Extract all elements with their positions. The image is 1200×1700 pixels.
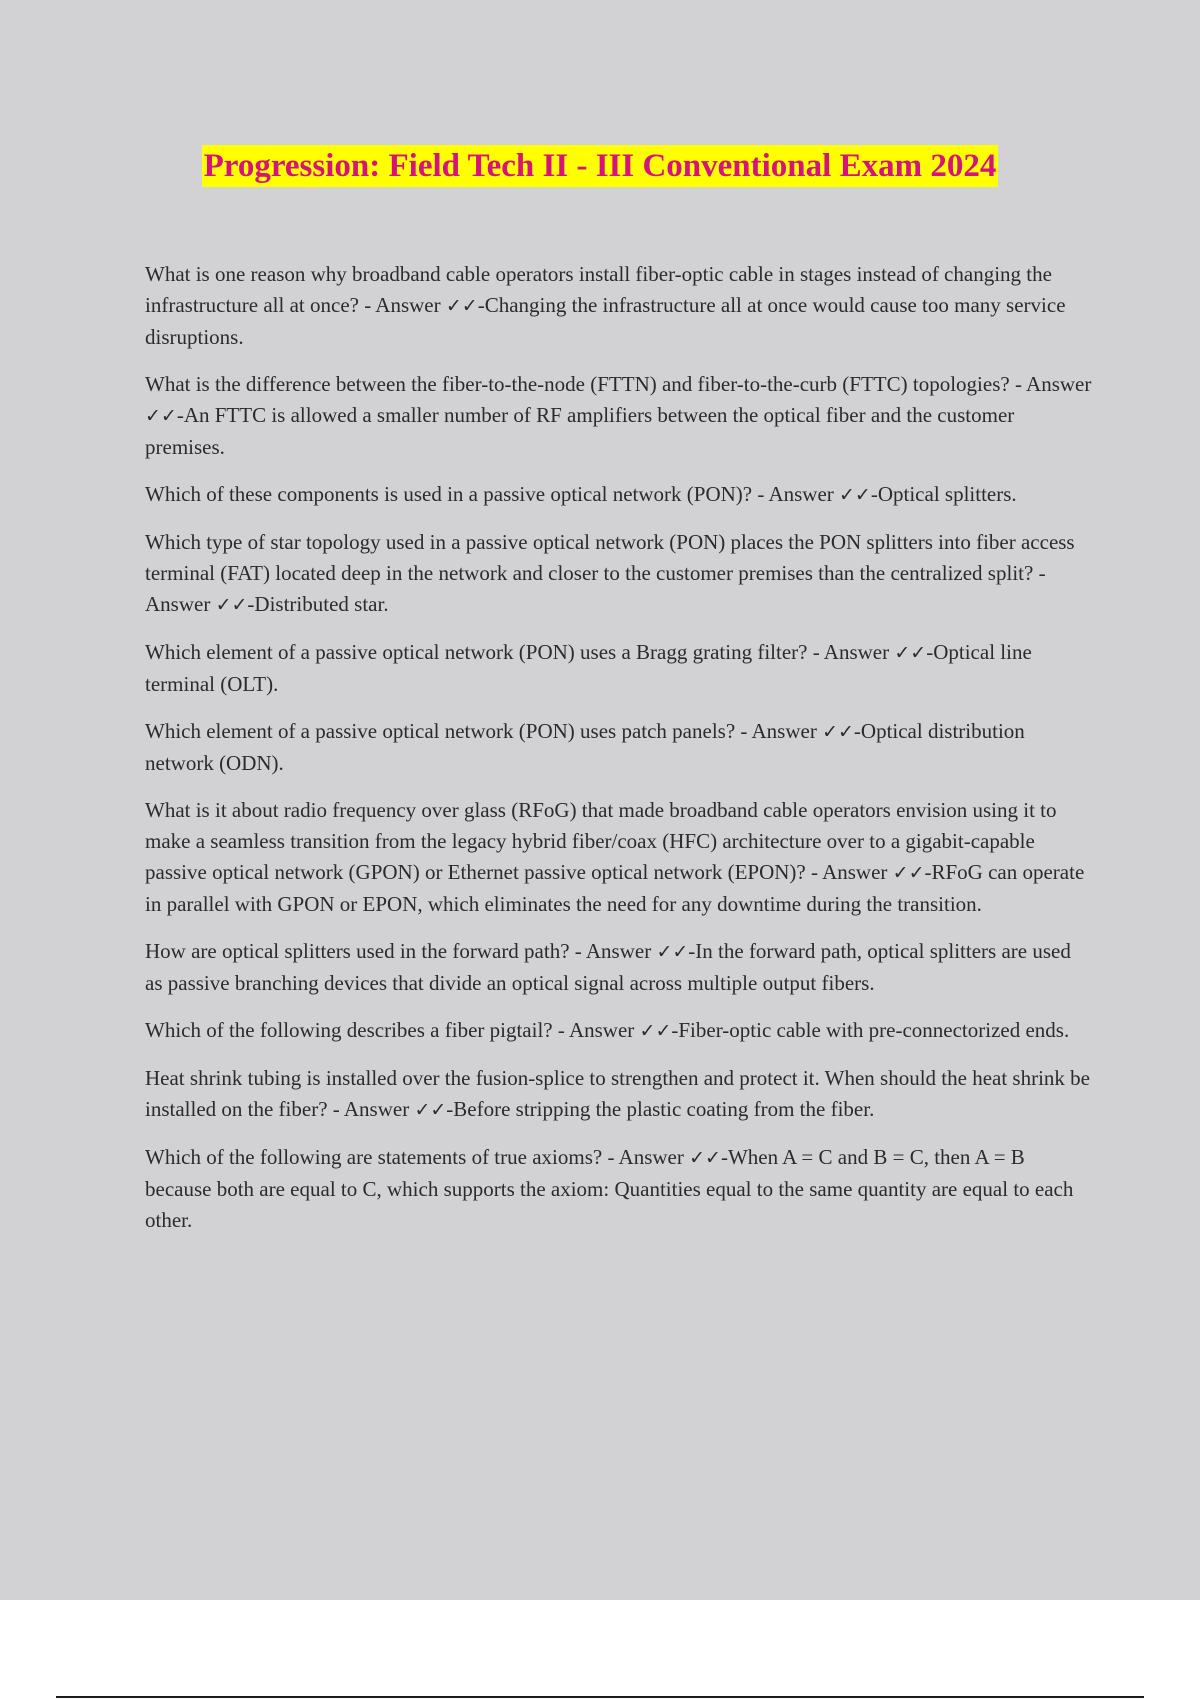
double-check-icon: ✓✓: [414, 1099, 447, 1121]
answer-separator: - Answer: [805, 860, 893, 884]
question-text: Which of the following are statements of true axioms?: [145, 1145, 603, 1169]
qa-item: [145, 936, 1093, 999]
qa-list: [145, 259, 1093, 1252]
answer-separator: - Answer: [569, 939, 657, 963]
double-check-icon: ✓✓: [445, 295, 478, 317]
qa-item: [145, 795, 1093, 920]
answer-text: -In the forward path, optical splitters are used as passive branching devices that divide an optical signal across multiple output fibers.: [145, 939, 1071, 995]
double-check-icon: ✓✓: [822, 721, 854, 743]
double-check-icon: ✓✓: [656, 941, 689, 963]
footer-divider: [56, 1696, 1144, 1698]
question-text: Which of these components is used in a passive optical network (PON)?: [145, 482, 753, 506]
answer-text: -RFoG can operate in parallel with GPON or EPON, which eliminates the need for any downtime during the transition.: [145, 860, 1085, 916]
qa-item: [145, 1142, 1093, 1236]
question-text: Which element of a passive optical network (PON) uses a Bragg grating filter?: [145, 640, 808, 664]
answer-separator: - Answer: [552, 1018, 640, 1042]
question-text: Which type of star topology used in a passive optical network (PON) places the PON splitters into fiber access terminal (FAT) located deep in the network and closer to the customer premises than the centralized split?: [145, 530, 1075, 585]
question-text: How are optical splitters used in the forward path?: [145, 939, 570, 963]
qa-item: [145, 479, 1093, 511]
qa-item: [145, 527, 1093, 621]
question-text: Heat shrink tubing is installed over the fusion-splice to strengthen and protect it. When should the heat shrink be installed on the fiber?: [145, 1066, 1090, 1121]
answer-separator: - Answer: [1009, 372, 1092, 396]
answer-separator: - Answer: [145, 561, 1046, 616]
qa-item: [145, 1015, 1093, 1047]
double-check-icon: ✓✓: [892, 862, 925, 884]
qa-item: [145, 369, 1093, 463]
answer-separator: - Answer: [735, 719, 823, 743]
answer-separator: - Answer: [752, 482, 840, 506]
qa-item: [145, 1063, 1093, 1126]
answer-text: -Distributed star.: [247, 592, 389, 616]
answer-text: -Optical line terminal (OLT).: [145, 640, 1032, 696]
qa-item: [145, 637, 1093, 700]
answer-separator: - Answer: [358, 293, 446, 317]
answer-text: -Before stripping the plastic coating from the fiber.: [446, 1097, 875, 1121]
double-check-icon: ✓✓: [839, 484, 871, 506]
answer-text: -When A = C and B = C, then A = B because both are equal to C, which supports the axiom: Quantities equal to the same quantity are equal to each other.: [145, 1145, 1074, 1232]
question-text: What is the difference between the fiber-to-the-node (FTTN) and fiber-to-the-curb (FTTC) topologies?: [145, 372, 1010, 396]
answer-text: -Optical distribution network (ODN).: [145, 719, 1025, 775]
answer-text: -Fiber-optic cable with pre-connectorized ends.: [671, 1018, 1070, 1042]
double-check-icon: ✓✓: [215, 594, 248, 616]
double-check-icon: ✓✓: [639, 1020, 672, 1042]
answer-separator: - Answer: [807, 640, 895, 664]
answer-text: -An FTTC is allowed a smaller number of RF amplifiers between the optical fiber and the customer premises.: [145, 403, 1015, 459]
title-block: [0, 145, 1200, 187]
answer-separator: - Answer: [602, 1145, 690, 1169]
question-text: What is one reason why broadband cable operators install fiber-optic cable in stages instead of changing the infrastructure all at once?: [145, 262, 1052, 317]
question-text: Which element of a passive optical network (PON) uses patch panels?: [145, 719, 736, 743]
question-text: What is it about radio frequency over glass (RFoG) that made broadband cable operators envision using it to make a seamless transition from the legacy hybrid fiber/coax (HFC) architecture over to a gigabit-capable passive optical network (GPON) or Ethernet passive optical network (EPON)?: [145, 798, 1057, 884]
double-check-icon: ✓✓: [894, 642, 927, 664]
document-title: Progression: Field Tech II - III Conventional Exam 2024: [202, 145, 999, 187]
double-check-icon: ✓✓: [145, 405, 177, 427]
qa-item: [145, 716, 1093, 779]
question-text: Which of the following describes a fiber pigtail?: [145, 1018, 553, 1042]
answer-separator: - Answer: [327, 1097, 415, 1121]
double-check-icon: ✓✓: [689, 1147, 721, 1169]
qa-item: [145, 259, 1093, 353]
answer-text: -Optical splitters.: [870, 482, 1017, 506]
answer-text: -Changing the infrastructure all at once would cause too many service disruptions.: [145, 293, 1066, 349]
